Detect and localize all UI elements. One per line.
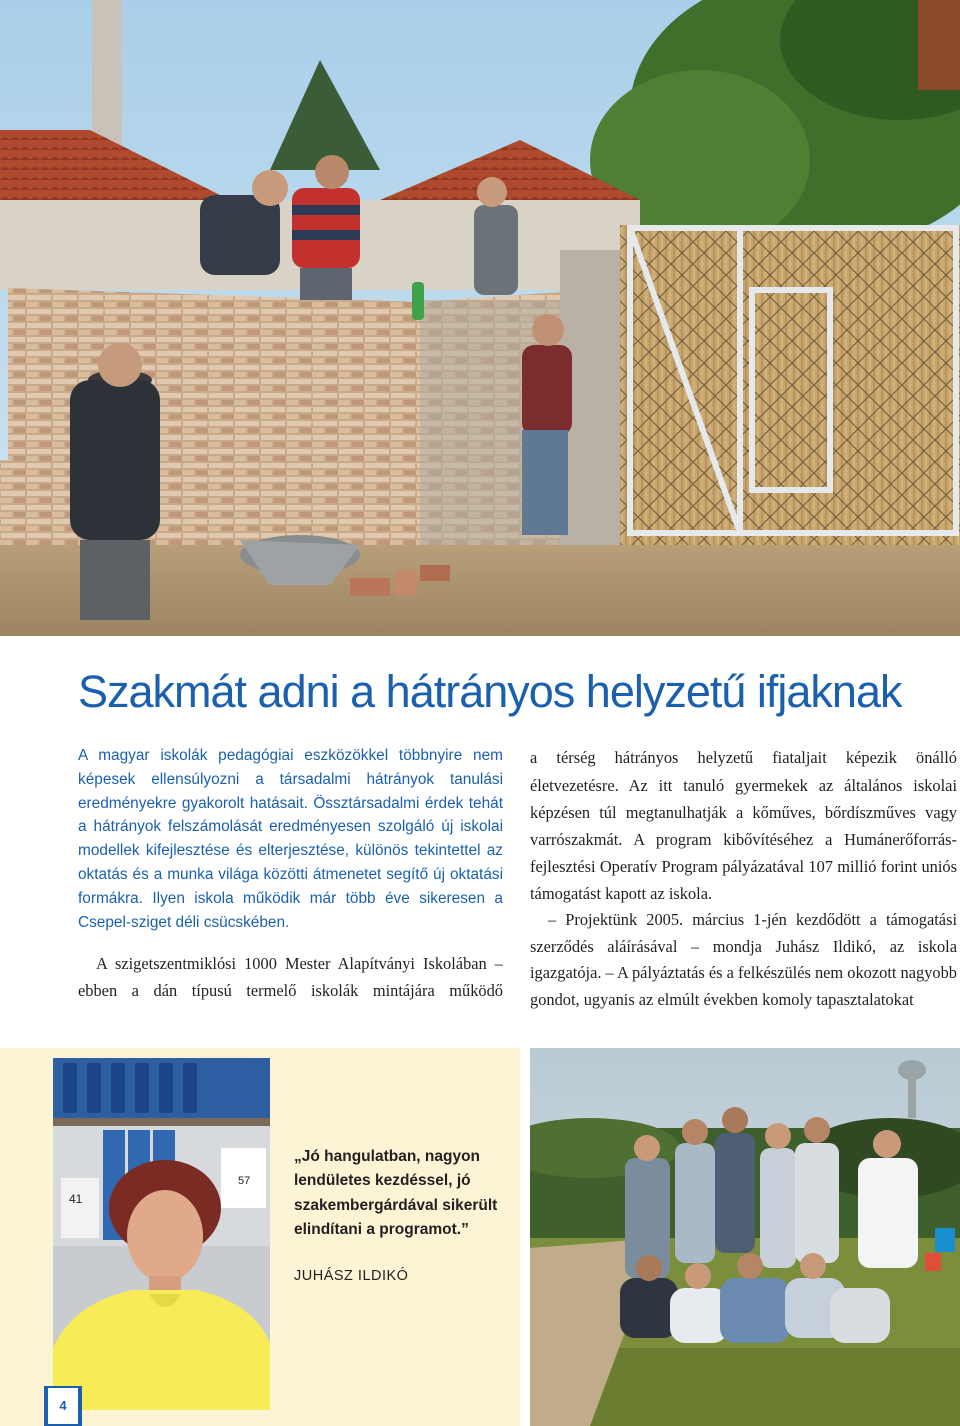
column-left	[78, 744, 503, 1003]
column-right	[530, 744, 957, 1013]
body-paragraph-2: – Projektünk 2005. március 1-jén kezdődött a támogatási szerződés aláírásával – mondja Juhász Ildikó, az iskola igazgatója. – A pályáztatás és a felkészülés nem okozott nagyobb gondot, ugyanis az elmúlt években komoly tapasztalatokat	[530, 910, 957, 1009]
lead-paragraph: A magyar iskolák pedagógiai eszközökkel többnyire nem képesek ellensúlyozni a társadalmi hátrányok tanulási eredményekre gyakorolt hatásait. Össztársadalmi érdek tehát a hátrányok felszámolását eredményesen szolgáló új iskolai modellek kifejlesztése és elterjesztése, különös tekintettel az oktatás és a munka világa közötti átmenetet segítő új oktatási formákra. Ilyen iskola működik már több éve sikeresen a Csepel-sziget déli csücskében.	[78, 747, 503, 931]
page-number: 4	[48, 1388, 78, 1424]
photo-student-group	[530, 1048, 960, 1426]
photo-juhasz-ildiko	[53, 1058, 270, 1410]
body-paragraph-1: A szigetszentmiklósi 1000 Mester Alapítványi Iskolában – ebben a dán típusú termelő iskolák mintájára működő	[78, 954, 503, 1000]
body-paragraph-1-tail: a térség hátrányos helyzetű fiataljait képezik önálló életvezetésre. Az itt tanuló gyermekek az általános iskolai képzésen túl megtanulhatják a kőműves, bőrdíszműves vagy varrószakmát. A program kibővítéséhez a Humánerőforrás-fejlesztési Operatív Program pályázatával 107 millió forint uniós támogatást kapott az iskola.	[530, 748, 957, 904]
body-paragraph-1-continued	[530, 744, 957, 907]
binder-label-2: 57	[238, 1175, 251, 1187]
hero-photo	[0, 0, 960, 636]
pull-quote-author: JUHÁSZ ILDIKÓ	[294, 1268, 409, 1284]
binder-label-1: 41	[69, 1192, 83, 1206]
article-title: Szakmát adni a hátrányos helyzetű ifjaknak	[78, 666, 902, 717]
pull-quote: „Jó hangulatban, nagyon lendületes kezdéssel, jó szakembergárdával sikerült elindítani a programot.”	[294, 1148, 498, 1239]
